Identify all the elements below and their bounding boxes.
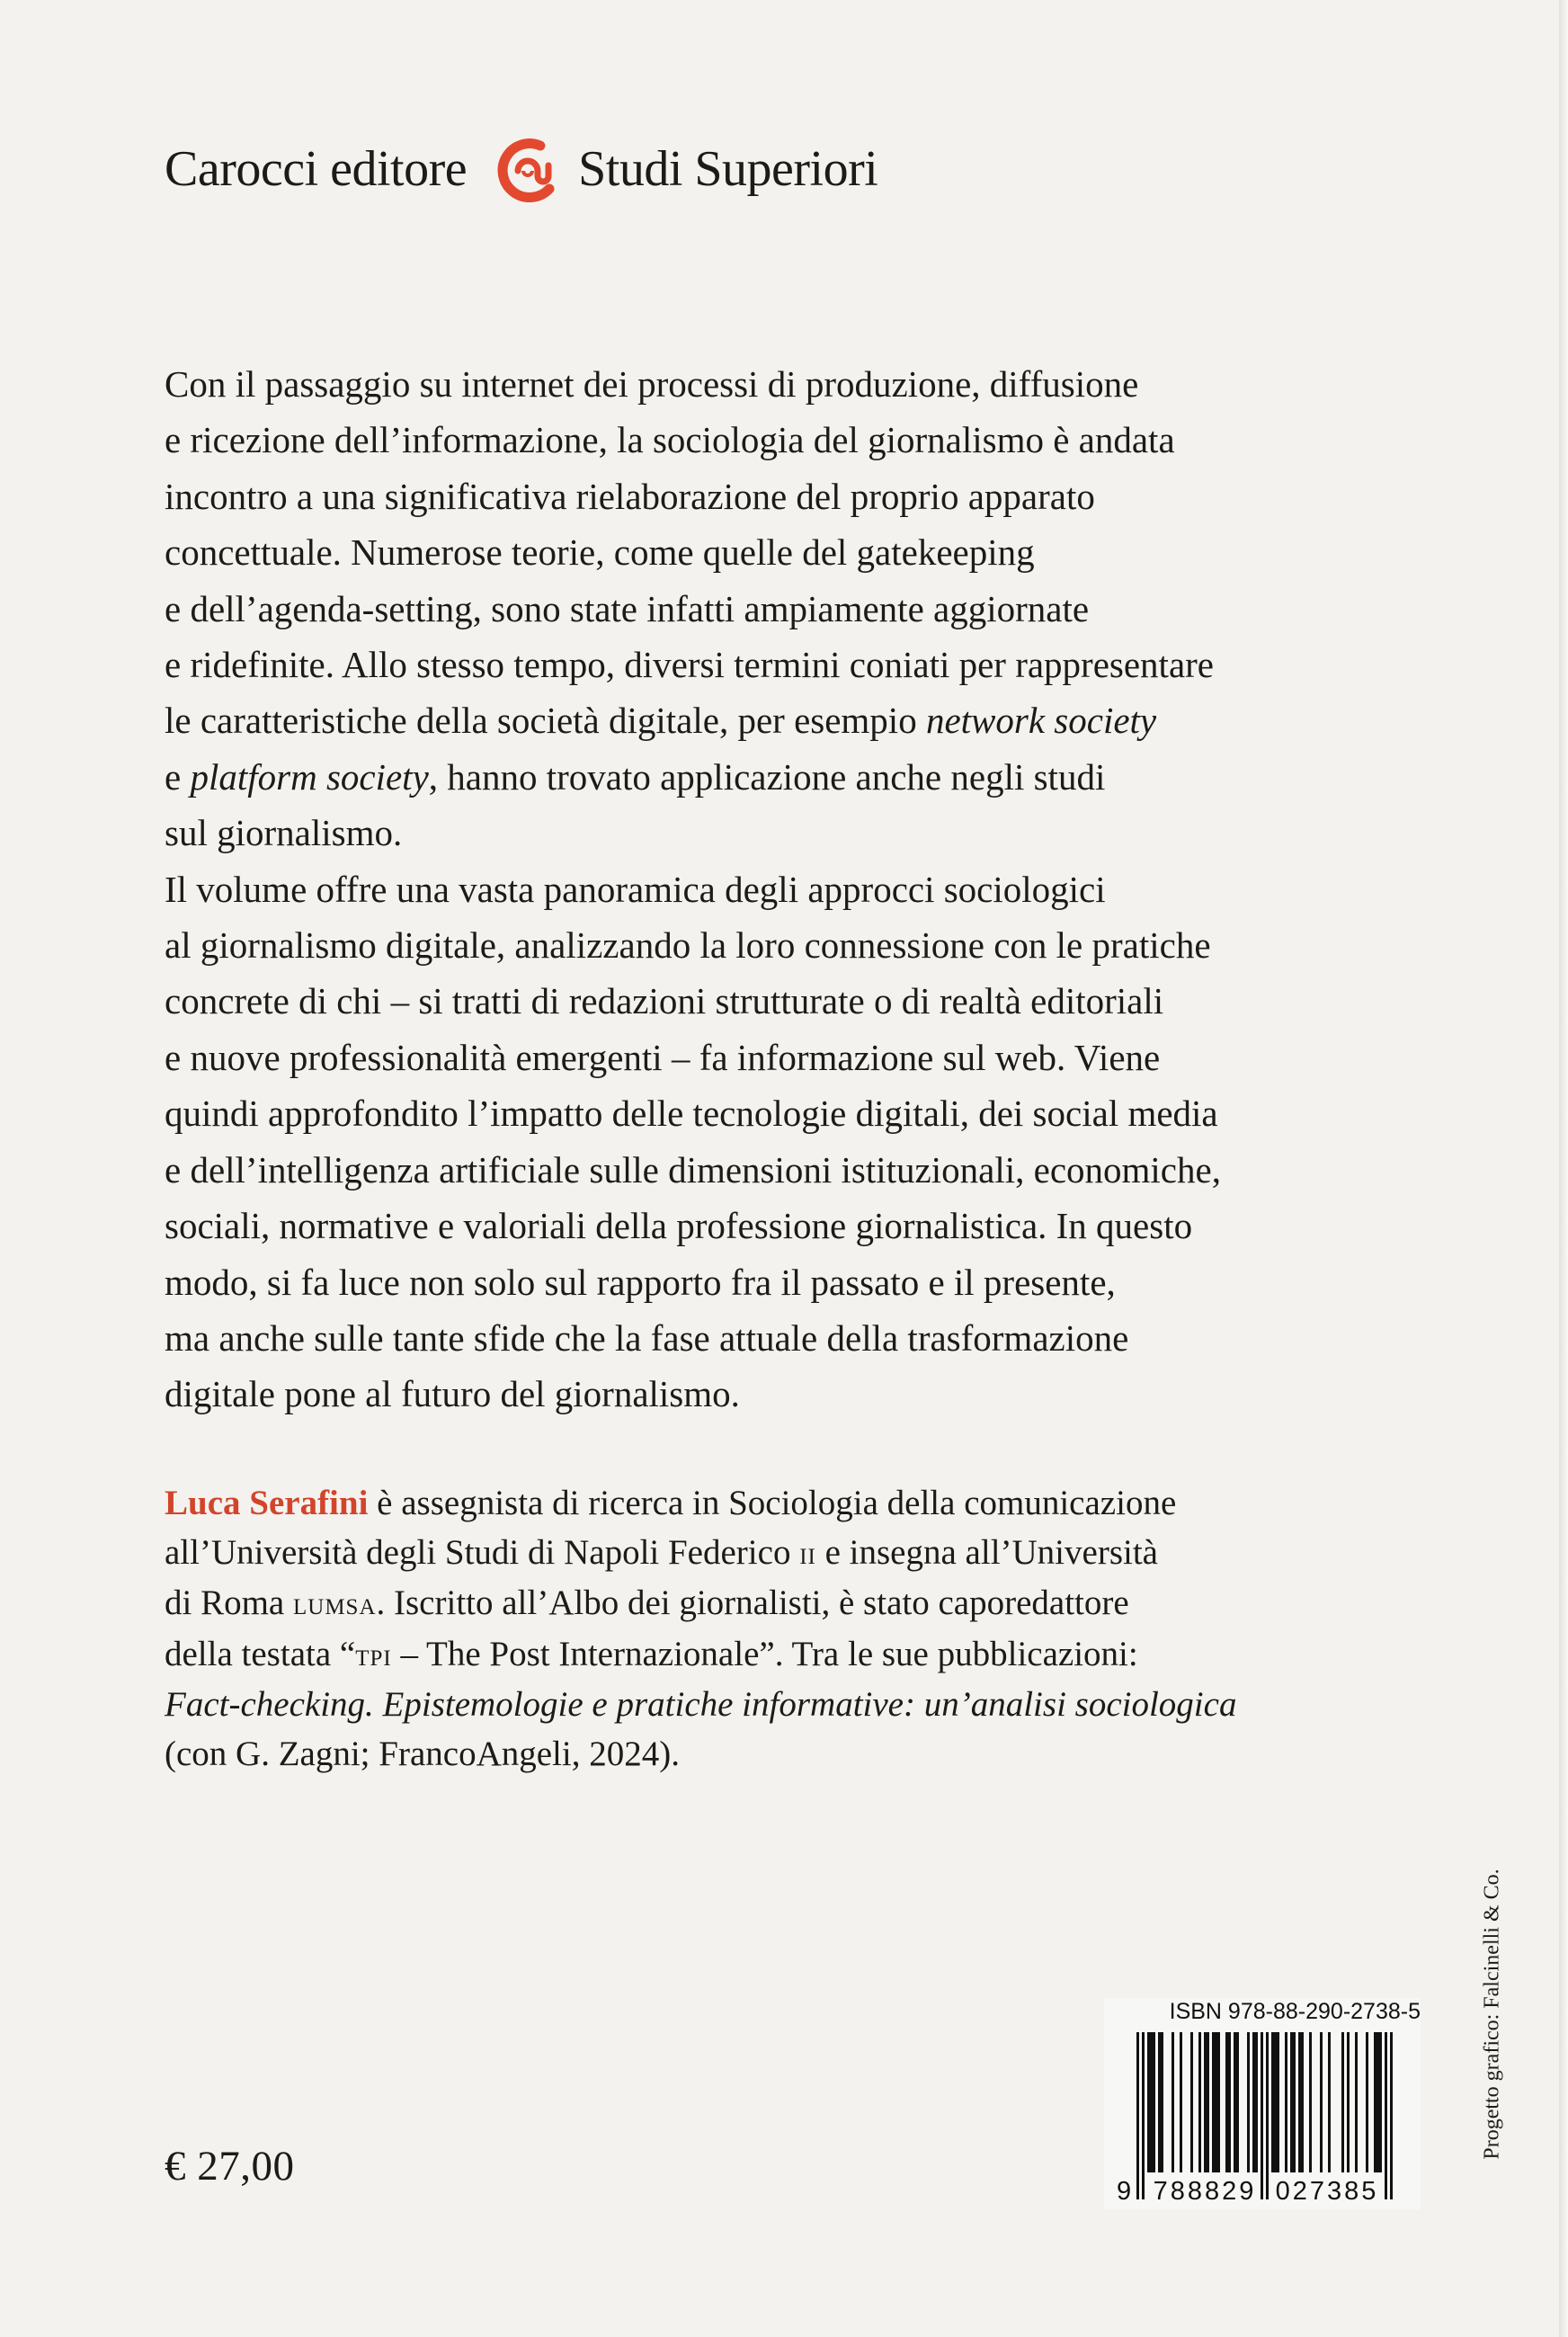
bio-text-segment: e insegna all’Università xyxy=(824,1533,1158,1573)
barcode-bar xyxy=(1341,2032,1344,2172)
blurb-text-segment: e xyxy=(165,755,182,798)
barcode-bar xyxy=(1274,2032,1277,2172)
bio-line xyxy=(165,1680,1423,1729)
blurb-line xyxy=(165,692,1423,748)
barcode-bar xyxy=(1172,2032,1174,2172)
blurb-line: modo, si fa luce non solo sul rapporto fra il passato e il presente, xyxy=(165,1261,1116,1303)
barcode-bar xyxy=(1136,2032,1139,2199)
barcode-bar xyxy=(1180,2032,1182,2172)
bio-text-segment: di Roma xyxy=(165,1583,285,1623)
barcode-bar xyxy=(1234,2032,1236,2172)
barcode-bar xyxy=(1161,2032,1163,2172)
barcode-bar xyxy=(1198,2032,1201,2172)
barcode-bar xyxy=(1153,2032,1155,2172)
bio-text-segment: all’Università degli Studi di Napoli Federico xyxy=(165,1533,791,1573)
blurb-line: e ricezione dell’informazione, la sociologia del giornalismo è andata xyxy=(165,419,1175,461)
barcode-right-digits: 027385 xyxy=(1275,2177,1379,2206)
barcode-bar xyxy=(1293,2032,1296,2172)
barcode-bar xyxy=(1376,2032,1379,2172)
blurb-line: al giornalismo digitale, analizzando la loro connessione con le pratiche xyxy=(165,924,1211,967)
barcode-bar xyxy=(1298,2032,1301,2172)
barcode-bar xyxy=(1390,2032,1393,2199)
barcode-first-digit: 9 xyxy=(1117,2177,1132,2206)
barcode-bar xyxy=(1252,2032,1255,2172)
barcode-bar xyxy=(1147,2032,1150,2172)
bio-text-segment: – The Post Internazionale”. Tra le sue pubblicazioni: xyxy=(391,1634,1138,1673)
barcode-bar xyxy=(1228,2032,1231,2172)
barcode-bar xyxy=(1309,2032,1312,2172)
bio-line xyxy=(165,1528,1423,1578)
bio-line xyxy=(165,1578,1423,1628)
blurb-line: e ridefinite. Allo stesso tempo, diversi termini coniati per rappresentare xyxy=(165,644,1214,686)
barcode-bar xyxy=(1212,2032,1215,2172)
bio-text-segment: è assegnista di ricerca in Sociologia della comunicazione xyxy=(377,1484,1177,1522)
barcode-bar xyxy=(1217,2032,1220,2172)
barcode-bar xyxy=(1190,2032,1193,2172)
barcode-bar xyxy=(1204,2032,1207,2172)
blurb-text-segment: , hanno trovato applicazione anche negli studi xyxy=(428,755,1106,798)
italic-term: network society xyxy=(925,700,1157,742)
blurb-line: sociali, normative e valoriali della professione giornalistica. In questo xyxy=(165,1205,1193,1247)
italic-term: platform society xyxy=(190,755,429,798)
barcode-bar xyxy=(1225,2032,1228,2172)
blurb-line: Con il passaggio su internet dei processi di produzione, diffusione xyxy=(165,363,1139,405)
isbn-barcode-block xyxy=(1104,1998,1421,2209)
blurb-line: Il volume offre una vasta panoramica degli approcci sociologici xyxy=(165,868,1106,910)
blurb-line: quindi approfondito l’impatto delle tecnologie digitali, dei social media xyxy=(165,1093,1218,1135)
blurb-line xyxy=(165,749,1423,805)
blurb-line: concrete di chi – si tratti di redazioni strutturate o di realtà editoriali xyxy=(165,980,1164,1022)
barcode-bar xyxy=(1374,2032,1376,2172)
barcode-bar xyxy=(1366,2032,1368,2172)
publisher-name: Carocci editore xyxy=(165,141,468,197)
barcode-bar xyxy=(1266,2032,1269,2199)
blurb-line: e dell’intelligenza artificiale sulle dimensioni istituzionali, economiche, xyxy=(165,1148,1221,1191)
blurb-line: ma anche sulle tante sfide che la fase attuale della trasformazione xyxy=(165,1316,1129,1359)
carocci-logo-icon xyxy=(494,133,560,205)
small-caps-text: tpi xyxy=(355,1636,392,1672)
bio-line xyxy=(165,1478,1423,1528)
barcode-bar xyxy=(1247,2032,1250,2172)
author-name: Luca Serafini xyxy=(165,1484,369,1522)
barcode-bar xyxy=(1328,2032,1331,2172)
barcode-bar xyxy=(1385,2032,1387,2199)
blurb-text xyxy=(165,356,1423,1423)
barcode-bar xyxy=(1301,2032,1304,2172)
blurb-line: digitale pone al futuro del giornalismo. xyxy=(165,1373,740,1415)
barcode-bar xyxy=(1215,2032,1217,2172)
price-label: € 27,00 xyxy=(165,2143,295,2190)
publication-title: Fact-checking. Epistemologie e pratiche informative: un’analisi sociologica xyxy=(165,1684,1237,1724)
blurb-line: concettuale. Numerose teorie, come quelle del gatekeeping xyxy=(165,531,1035,574)
isbn-label: ISBN 978-88-290-2738-5 xyxy=(1169,1999,1421,2024)
barcode-bar xyxy=(1379,2032,1382,2172)
barcode-bar xyxy=(1277,2032,1279,2172)
blurb-line: e nuove professionalità emergenti – fa informazione sul web. Viene xyxy=(165,1036,1161,1078)
barcode-bar xyxy=(1320,2032,1323,2172)
barcode-bar xyxy=(1158,2032,1161,2172)
bio-line xyxy=(165,1629,1423,1680)
bio-text-segment: della testata “ xyxy=(165,1634,356,1673)
bio-text-segment: . Iscritto all’Albo dei giornalisti, è stato caporedattore xyxy=(376,1583,1129,1623)
author-bio xyxy=(165,1478,1423,1779)
barcode-bar xyxy=(1347,2032,1350,2172)
barcode-bar xyxy=(1355,2032,1358,2172)
barcode-left-digits: 788829 xyxy=(1153,2177,1257,2206)
bio-line: (con G. Zagni; FrancoAngeli, 2024). xyxy=(165,1735,680,1774)
barcode xyxy=(1104,2030,1421,2207)
small-caps-text: lumsa xyxy=(293,1585,377,1622)
barcode-bar xyxy=(1261,2032,1263,2199)
design-credit xyxy=(1474,1852,1510,2176)
blurb-line: sul giornalismo. xyxy=(165,812,403,854)
blurb-line: incontro a una significativa rielaborazione del proprio apparato xyxy=(165,475,1095,517)
header xyxy=(165,124,878,214)
barcode-bar xyxy=(1290,2032,1293,2172)
blurb-line: e dell’agenda-setting, sono state infatti ampiamente aggiornate xyxy=(165,587,1090,629)
barcode-bar xyxy=(1255,2032,1258,2172)
small-caps-text: ii xyxy=(799,1535,816,1572)
design-credit-text: Progetto grafico: Falcinelli & Co. xyxy=(1480,1869,1504,2160)
blurb-text-segment: le caratteristiche della società digitale, per esempio xyxy=(165,700,917,742)
page-edge xyxy=(1559,0,1568,2337)
barcode-bar xyxy=(1285,2032,1287,2172)
barcode-bar xyxy=(1142,2032,1145,2199)
barcode-bar xyxy=(1236,2032,1239,2172)
barcode-bar xyxy=(1271,2032,1274,2172)
barcode-bar xyxy=(1150,2032,1153,2172)
barcode-bars xyxy=(1136,2032,1393,2199)
series-name: Studi Superiori xyxy=(578,141,878,197)
barcode-bar xyxy=(1207,2032,1209,2172)
